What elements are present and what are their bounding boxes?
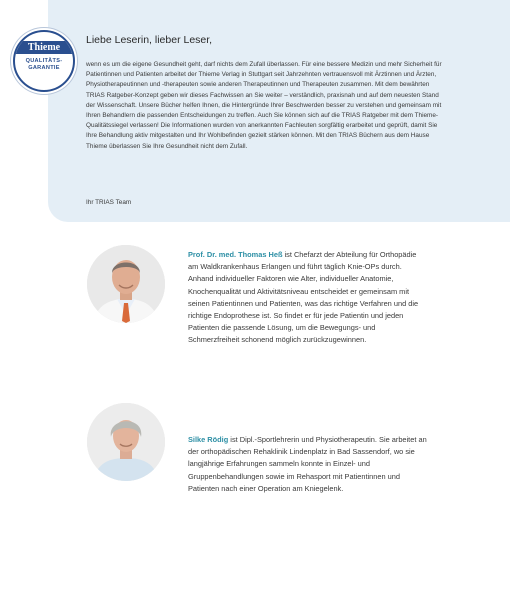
preface-signoff: Ihr TRIAS Team: [86, 199, 132, 206]
seal-text-line2: GARANTIE: [28, 65, 60, 71]
seal-logo: Thieme: [27, 42, 61, 53]
preface-body: wenn es um die eigene Gesundheit geht, darf nichts dem Zufall überlassen. Für eine bessere Medizin und mehr Sicherheit für Patientinnen und Patienten arbeitet der Thieme Verlag in Stuttgart seit Jahrzehnten vertrauensvoll mit Ärztinnen und Ärzten, Physiotherapeutinnen und -therapeuten sowie anderen Therapeutinnen und Therapeuten zusammen. Mit dem bewährten TRIAS Ratgeber-Konzept geben wir dieses Fachwissen an Sie weiter – verständlich, praxisnah und auf dem neuesten Stand der Wissenschaft. Unsere Bücher helfen Ihnen, die Hintergründe Ihrer Beschwerden besser zu verstehen und gemeinsam mit Ihren Behandlern die passenden Entscheidungen zu treffen. Auch Sie können sich auf die TRIAS Ratgeber mit dem Thieme-Qualitätssiegel verlassen! Die Informationen wurden von anerkannten Fachleuten sorgfältig erarbeitet und geprüft, damit Sie Ihre Behandlung aktiv mitgestalten und Ihr Wohlbefinden gezielt stärken können. Mit den TRIAS Büchern aus dem Hause Thieme überlassen Sie Ihre Gesundheit nicht dem Zufall.: [86, 61, 442, 150]
author-name-roedig: Silke Rödig: [188, 435, 229, 444]
author-name-hess: Prof. Dr. med. Thomas Heß: [188, 250, 283, 259]
author-photo-hess: [87, 245, 165, 323]
author-bio-roedig: [188, 434, 428, 495]
thieme-quality-seal: [13, 30, 75, 92]
preface-greeting: Liebe Leserin, lieber Leser,: [86, 34, 213, 46]
author-photo-roedig: [87, 403, 165, 481]
author-bio-text-roedig: ist Dipl.-Sportlehrerin und Physiotherapeutin. Sie arbeitet an der orthopädischen Rehaklinik Lindenplatz in Bad Sassendorf, wo sie langjährige Erfahrungen sammeln konnte in Einzel- und Gruppenbehandlungen sowie im Rehasport mit Patientinnen und Patienten nach einer Operation am Kniegelenk.: [188, 435, 427, 493]
portrait-hess-image: [87, 245, 165, 323]
portrait-roedig-image: [87, 403, 165, 481]
author-bio-text-hess: ist Chefarzt der Abteilung für Orthopädie am Waldkrankenhaus Erlangen und führt täglich Knie-OPs durch. Anhand individueller Faktoren wie Alter, individueller Anatomie, Knochenqualität und Aktivitätsniveau entscheidet er gemeinsam mit seinen Patientinnen und Patienten, was das richtige Verfahren und die richtige Endoprothese ist. So findet er für jede Patientin und jeden Patienten die passende Lösung, um die Bewegungs- und Schmerzfreiheit schonend möglich zurückzugewinnen.: [188, 250, 419, 345]
seal-text: [15, 58, 73, 72]
seal-text-line1: QUALITÄTS-: [25, 58, 63, 64]
author-bio-hess: [188, 249, 428, 347]
